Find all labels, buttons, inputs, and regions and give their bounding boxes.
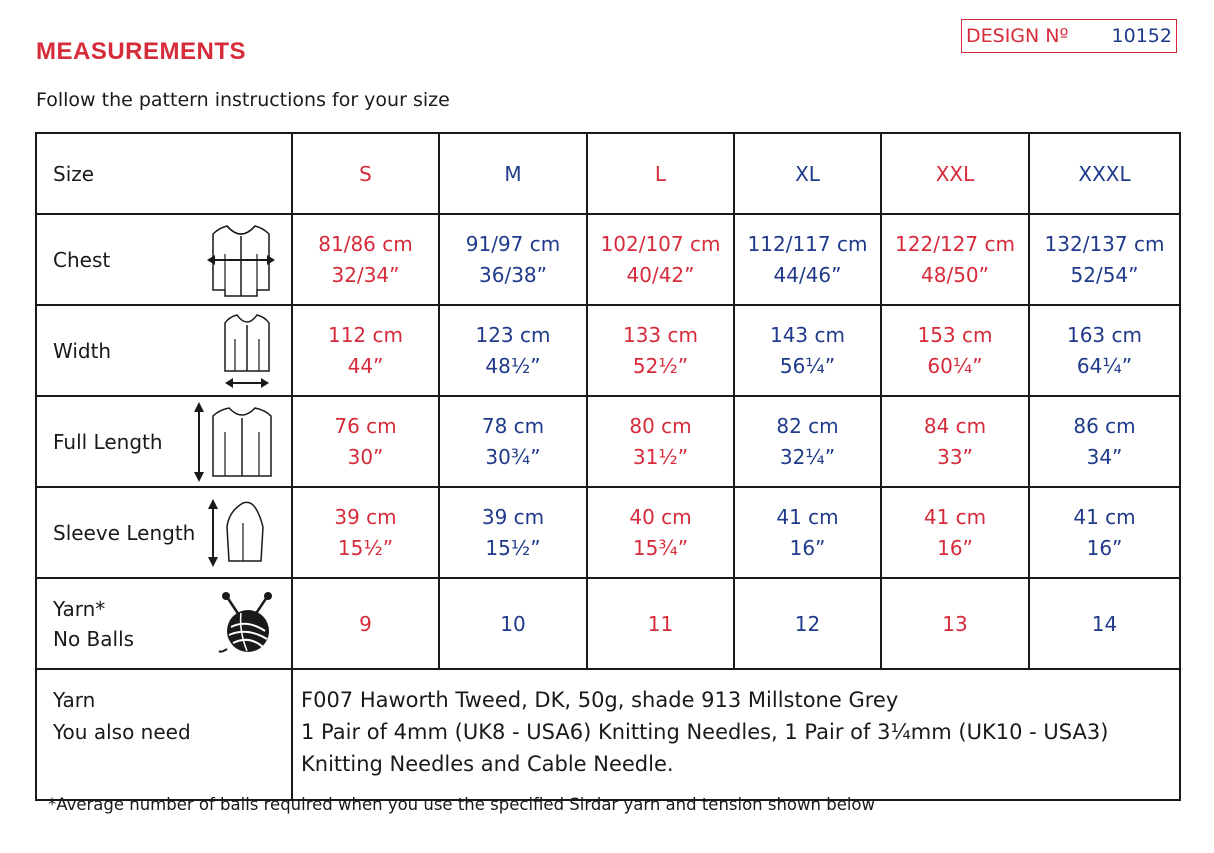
size-label-cell bbox=[36, 133, 292, 214]
chest-cell: 112/117 cm 44/46” bbox=[734, 214, 881, 305]
full-length-cell: 86 cm 34” bbox=[1029, 396, 1180, 487]
size-cell: XXL bbox=[881, 133, 1029, 214]
sleeve-length-row bbox=[36, 487, 1180, 578]
cardigan-width-icon bbox=[217, 311, 277, 391]
sleeve-length-cell: 41 cm 16” bbox=[734, 487, 881, 578]
needles-spec: 1 Pair of 4mm (UK8 - USA6) Knitting Needles, 1 Pair of 3¼mm (UK10 - USA3) bbox=[301, 720, 1109, 744]
yarn-balls-cell: 13 bbox=[881, 578, 1029, 669]
full-length-label-cell bbox=[36, 396, 292, 487]
chest-row bbox=[36, 214, 1180, 305]
size-label: Size bbox=[53, 161, 95, 186]
yarn-balls-cell: 14 bbox=[1029, 578, 1180, 669]
sleeve-length-label-cell bbox=[36, 487, 292, 578]
yarn-ball-needles-icon bbox=[217, 591, 277, 657]
size-cell: XXXL bbox=[1029, 133, 1180, 214]
yarn-balls-row bbox=[36, 578, 1180, 669]
full-length-cell: 84 cm 33” bbox=[881, 396, 1029, 487]
chest-cell: 91/97 cm 36/38” bbox=[439, 214, 587, 305]
footnote: *Average number of balls required when you use the specified Sirdar yarn and tension shown below bbox=[48, 795, 876, 814]
chest-cell: 81/86 cm 32/34” bbox=[292, 214, 439, 305]
cardigan-chest-icon bbox=[205, 220, 277, 300]
full-length-cell: 78 cm 30¾” bbox=[439, 396, 587, 487]
chest-label: Chest bbox=[53, 247, 111, 272]
width-cell: 153 cm 60¼” bbox=[881, 305, 1029, 396]
design-number: 10152 bbox=[1111, 25, 1172, 47]
yarn-info-label-cell bbox=[36, 669, 292, 800]
sleeve-length-cell: 41 cm 16” bbox=[881, 487, 1029, 578]
width-cell: 163 cm 64¼” bbox=[1029, 305, 1180, 396]
design-number-box bbox=[961, 19, 1177, 53]
yarn-balls-cell: 11 bbox=[587, 578, 734, 669]
sleeve-length-cell: 41 cm 16” bbox=[1029, 487, 1180, 578]
yarn-info-row bbox=[36, 669, 1180, 800]
sleeve-length-icon bbox=[205, 497, 277, 569]
full-length-row bbox=[36, 396, 1180, 487]
cardigan-length-icon bbox=[191, 400, 277, 484]
also-need-label: You also need bbox=[53, 720, 191, 744]
width-label: Width bbox=[53, 338, 112, 363]
sleeve-length-cell: 40 cm 15¾” bbox=[587, 487, 734, 578]
width-row bbox=[36, 305, 1180, 396]
measurements-table bbox=[35, 132, 1181, 801]
yarn-balls-cell: 10 bbox=[439, 578, 587, 669]
yarn-balls-label-cell bbox=[36, 578, 292, 669]
yarn-label: Yarn bbox=[53, 688, 96, 712]
chest-cell: 102/107 cm 40/42” bbox=[587, 214, 734, 305]
width-cell: 133 cm 52½” bbox=[587, 305, 734, 396]
design-label: DESIGN Nº bbox=[966, 25, 1069, 47]
chest-cell: 122/127 cm 48/50” bbox=[881, 214, 1029, 305]
sleeve-length-cell: 39 cm 15½” bbox=[292, 487, 439, 578]
sleeve-length-cell: 39 cm 15½” bbox=[439, 487, 587, 578]
width-cell: 112 cm 44” bbox=[292, 305, 439, 396]
yarn-info-text-cell bbox=[292, 669, 1180, 800]
full-length-cell: 80 cm 31½” bbox=[587, 396, 734, 487]
width-cell: 123 cm 48½” bbox=[439, 305, 587, 396]
width-label-cell bbox=[36, 305, 292, 396]
yarn-spec: F007 Haworth Tweed, DK, 50g, shade 913 Millstone Grey bbox=[301, 688, 899, 712]
yarn-balls-label: Yarn* No Balls bbox=[53, 596, 135, 651]
chest-label-cell bbox=[36, 214, 292, 305]
width-cell: 143 cm 56¼” bbox=[734, 305, 881, 396]
size-cell: XL bbox=[734, 133, 881, 214]
size-cell: L bbox=[587, 133, 734, 214]
yarn-balls-cell: 9 bbox=[292, 578, 439, 669]
full-length-cell: 82 cm 32¼” bbox=[734, 396, 881, 487]
size-row bbox=[36, 133, 1180, 214]
full-length-cell: 76 cm 30” bbox=[292, 396, 439, 487]
size-cell: S bbox=[292, 133, 439, 214]
needles-spec-cont: Knitting Needles and Cable Needle. bbox=[301, 752, 674, 776]
chest-cell: 132/137 cm 52/54” bbox=[1029, 214, 1180, 305]
full-length-label: Full Length bbox=[53, 429, 163, 454]
subtitle: Follow the pattern instructions for your size bbox=[36, 89, 450, 111]
size-cell: M bbox=[439, 133, 587, 214]
page-title: MEASUREMENTS bbox=[36, 38, 247, 65]
yarn-balls-cell: 12 bbox=[734, 578, 881, 669]
sleeve-length-label: Sleeve Length bbox=[53, 520, 196, 545]
